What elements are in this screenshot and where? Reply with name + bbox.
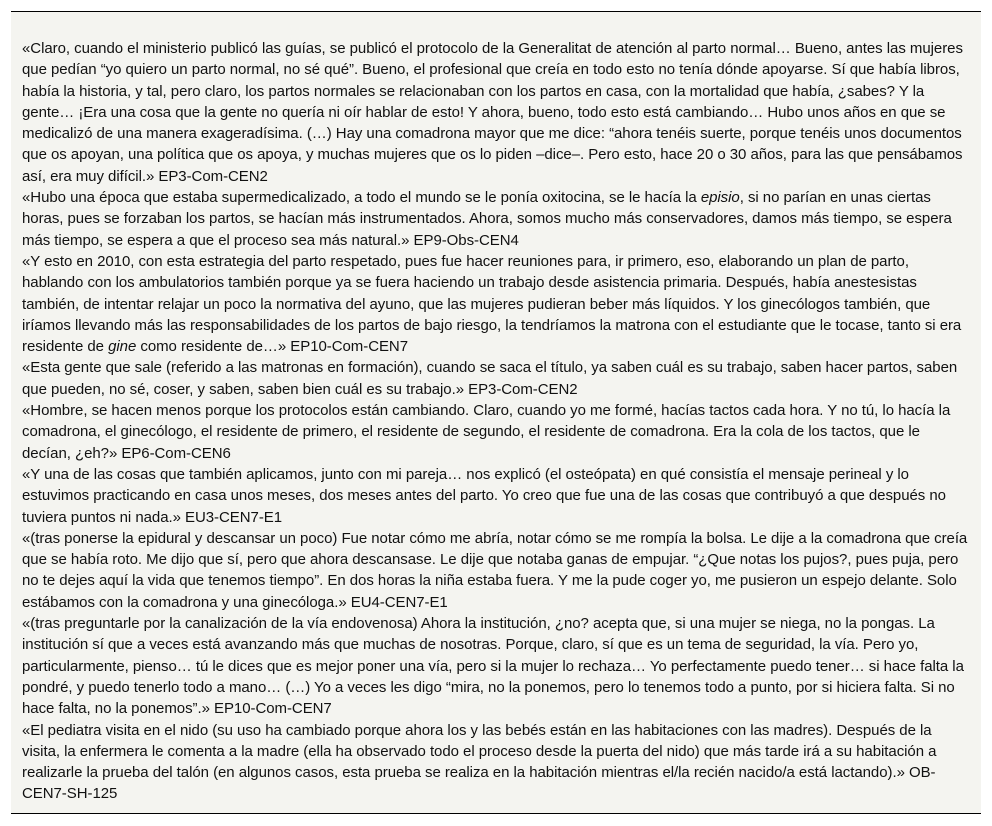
quote-4 <box>22 357 971 400</box>
quote-9 <box>22 720 971 805</box>
quote-8 <box>22 613 971 719</box>
quote-6 <box>22 464 971 528</box>
quote-4-text: «Esta gente que sale (referido a las matronas en formación), cuando se saca el título, ya saben cuál es su trabajo, saben hacer partos, saben que pueden, no sé, coser, y saben, saben bien cuál es su trabajo.» EP3-Com-CEN2 <box>22 359 958 398</box>
quote-5 <box>22 400 971 464</box>
quote-1-text: «Claro, cuando el ministerio publicó las guías, se publicó el protocolo de la Generalitat de atención al parto normal… Bueno, antes las mujeres que pedían “yo quiero un parto normal, no sé qué”. Bueno, el profesional que creía en todo esto no tenía dónde apoyarse. Sí que había libros, había la historia, y tal, pero claro, los partos normales se relacionaban con los partos en casa, con la mortalidad que había, ¿sabes? Y la gente… ¡Era una cosa que la gente no quería ni oír hablar de esto! Y ahora, bueno, todo esto está cambiando… Hubo unos años en que se medicalizó de una manera exageradísima. (…) Hay una comadrona mayor que me dice: “ahora tenéis suerte, porque tenéis unos documentos que os apoyan, una política que os apoya, y muchas mujeres que os lo piden –dice–. Pero esto, hace 20 o 30 años, para las que pensábamos así, era muy difícil.» EP3-Com-CEN2 <box>22 40 963 185</box>
quote-3-text-end: como residente de…» EP10-Com-CEN7 <box>136 338 409 356</box>
quote-2 <box>22 187 971 251</box>
quote-3-italic-term: gine <box>108 338 137 356</box>
quote-2-text: «Hubo una época que estaba supermedicalizado, a todo el mundo se le ponía oxitocina, se le hacía la <box>22 189 701 207</box>
quote-3-text: «Y esto en 2010, con esta estrategia del parto respetado, pues fue hacer reuniones para, ir primero, eso, elaborando un plan de parto, hablando con los ambulatorios también porque ya se fuera haciendo un trabajo desde asistencia primaria. Después, había anestesistas también, de intentar relajar un poco la normativa del ayuno, que las mujeres pudieran beber más líquidos. Y los ginecólogos también, que iríamos llevando más las responsabilidades de los partos de bajo riesgo, la tendríamos la matrona con el estudiante que le tocase, tanto si era residente de <box>22 252 962 356</box>
quote-8-text: «(tras preguntarle por la canalización de la vía endovenosa) Ahora la institución, ¿no? acepta que, si una mujer se niega, no la pongas. La institución sí que a veces está avanzando más que muchas de nosotras. Porque, claro, sí que es un tema de seguridad, la vía. Pero yo, particularmente, pienso… tú le dices que es mejor poner una vía, pero si la mujer lo rechaza… Yo perfectamente puedo tener… si hace falta la pondré, y puedo tenerlo todo a mano… (…) Yo a veces les digo “mira, no la ponemos, pero lo tenemos todo a punto, por si hiciera falta. Si no hace falta, no la ponemos”.» EP10-Com-CEN7 <box>22 615 964 718</box>
quote-5-text: «Hombre, se hacen menos porque los protocolos están cambiando. Claro, cuando yo me formé, hacías tactos cada hora. Y no tú, lo hacía la comadrona, el ginecólogo, el residente de primero, el residente de segundo, el residente de comadrona. Era la cola de los tactos, que le decían, ¿eh?» EP6-Com-CEN6 <box>22 402 951 462</box>
quote-box <box>11 11 981 814</box>
quote-2-italic-term: episio <box>700 189 740 207</box>
quote-1 <box>22 38 971 187</box>
quote-6-text: «Y una de las cosas que también aplicamos, junto con mi pareja… nos explicó (el osteópata) en qué consistía el mensaje perineal y lo estuvimos practicando en casa unos meses, dos meses antes del parto. Yo creo que fue una de las cosas que contribuyó a que después no tuviera puntos ni nada.» EU3-CEN7-E1 <box>22 465 946 526</box>
quote-3 <box>22 251 971 357</box>
quote-7 <box>22 528 971 613</box>
quote-2-text-end: , si no parían en unas ciertas horas, pues se forzaban los partos, se hacían más instrumentados. Ahora, somos mucho más conservadores, damos más tiempo, se espera más tiempo, se espera a que el proceso sea más natural.» EP9-Obs-CEN4 <box>22 189 952 249</box>
quote-7-text: «(tras ponerse la epidural y descansar un poco) Fue notar cómo me abría, notar cómo se me rompía la bolsa. Le dije a la comadrona que creía que se había roto. Me dijo que sí, pero que ahora descansase. Le dije que notaba ganas de empujar. “¿Que notas los pujos?, pues puja, pero no te dejes aquí la vida que tenemos tiempo”. En dos horas la niña estaba fuera. Y me la pude coger yo, me pusieron un espejo delante. Solo estábamos con la comadrona y una ginecóloga.» EU4-CEN7-E1 <box>22 529 968 611</box>
quote-9-text: «El pediatra visita en el nido (su uso ha cambiado porque ahora los y las bebés están en las habitaciones con las madres). Después de la visita, la enfermera le comenta a la madre (ella ha observado todo el proceso desde la puerta del nido) que más tarde irá a su habitación a realizarle la prueba del talón (en algunos casos, esta prueba se realiza en la habitación mientras el/la recién nacido/a está lactando).» OB-CEN7-SH-125 <box>22 721 937 803</box>
